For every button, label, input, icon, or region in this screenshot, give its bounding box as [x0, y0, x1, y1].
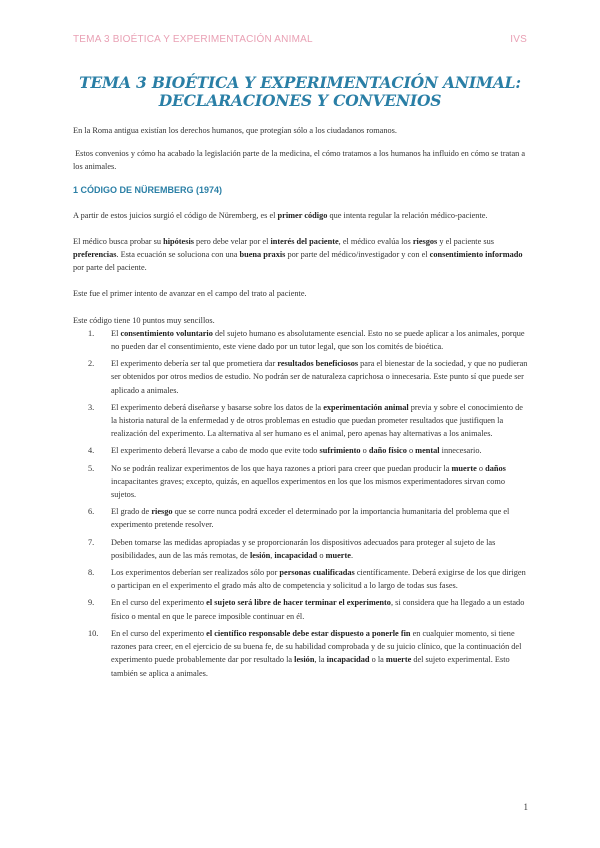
list-item: 8. Los experimentos deberían ser realizados sólo por personas cualificadas científicamente. Deberá exigirse de los que dirigen o participan en el experimento el grado más alto de competencia y solicitud a lo largo de todas sus fases.	[88, 568, 526, 591]
title-line-2: DECLARACIONES Y CONVENIOS	[158, 91, 442, 110]
section-paragraph-1: A partir de estos juicios surgió el código de Nüremberg, es el primer código que intenta regular la relación médico-paciente.	[73, 210, 488, 220]
page-header	[73, 34, 527, 45]
section-paragraph-3: Este fue el primer intento de avanzar en el campo del trato al paciente.	[73, 289, 307, 299]
document-body	[73, 124, 530, 684]
list-item: 4. El experimento deberá llevarse a cabo de modo que evite todo sufrimiento o daño físico o mental innecesario.	[88, 446, 482, 456]
page-title	[60, 74, 540, 110]
list-item: 5. No se podrán realizar experimentos de los que haya razones a priori para creer que puedan producir la muerte o daños incapacitantes graves; excepto, quizás, en aquellos experimentos en los que los mismos experimentadores sirvan como sujetos.	[88, 463, 506, 500]
title-line-1: TEMA 3 BIOÉTICA Y EXPERIMENTACIÓN ANIMAL:	[79, 73, 521, 92]
list-item: 7. Deben tomarse las medidas apropiadas y se proporcionarán los dispositivos adecuados para proteger al sujeto de las posibilidades, aun de las más remotas, de lesión, incapacidad o muerte.	[88, 537, 496, 560]
nuremberg-points-list	[73, 327, 530, 680]
list-item: 3. El experimento deberá diseñarse y basarse sobre los datos de la experimentación animal previa y sobre el conocimiento de la historia natural de la enfermedad y de otros problemas en estudio que puedan prometer resultados que justifiquen la realización del experimento. La alternativa al ser humano es el animal, pero apenas hay alternativas a los animales.	[88, 402, 523, 439]
list-item: 9. En el curso del experimento el sujeto será libre de hacer terminar el experimento, si considera que ha llegado a un estado físico o mental en que le parece imposible continuar en él.	[88, 598, 525, 621]
list-item: 1. El consentimiento voluntario del sujeto humano es absolutamente esencial. Esto no se puede aplicar a los animales, porque no pueden dar el consentimiento, este viene dado por un tutor legal, que son los comités de bioética.	[88, 328, 525, 352]
page-number: 1	[523, 802, 528, 812]
section-paragraph-4: Este código tiene 10 puntos muy sencillos.	[73, 315, 215, 325]
section-paragraph-2: El médico busca probar su hipótesis pero debe velar por el interés del paciente, el médico evalúa los riesgos y el paciente sus preferencias. Esta ecuación se soluciona con una buena praxis por parte del médico/investigador y con el consentimiento informado por parte del paciente.	[73, 236, 523, 273]
header-initials: IVS	[510, 34, 527, 45]
intro-paragraph-2: Estos convenios y cómo ha acabado la legislación parte de la medicina, el cómo tratamos a los humanos ha influido en cómo se tratan a los animales.	[73, 149, 526, 172]
section-heading: 1 CÓDIGO DE NÜREMBERG (1974)	[73, 184, 223, 195]
list-item: 10. En el curso del experimento el científico responsable debe estar dispuesto a ponerle fin en cualquier momento, si tiene razones para creer, en el ejercicio de su buena fe, de su habilidad comprobada y de su juicio clínico, que la continuación del experimento puede probablemente dar por resultado la lesión, la incapacidad o la muerte del sujeto experimental. Esto también se aplica a animales.	[88, 628, 522, 678]
header-title: TEMA 3 BIOÉTICA Y EXPERIMENTACIÓN ANIMAL	[73, 34, 313, 45]
list-item: 2. El experimento debería ser tal que prometiera dar resultados beneficiosos para el bienestar de la sociedad, y que no pudieran ser obtenidos por otros medios de estudio. No podrán ser de naturaleza caprichosa o innecesaria. Este punto sí que puede ser aplicado a animales.	[88, 359, 528, 395]
list-item: 6. El grado de riesgo que se corre nunca podrá exceder el determinado por la importancia humanitaria del problema que el experimento pretende resolver.	[88, 507, 510, 530]
intro-paragraph-1: En la Roma antigua existían los derechos humanos, que protegían sólo a los ciudadanos romanos.	[73, 126, 397, 135]
